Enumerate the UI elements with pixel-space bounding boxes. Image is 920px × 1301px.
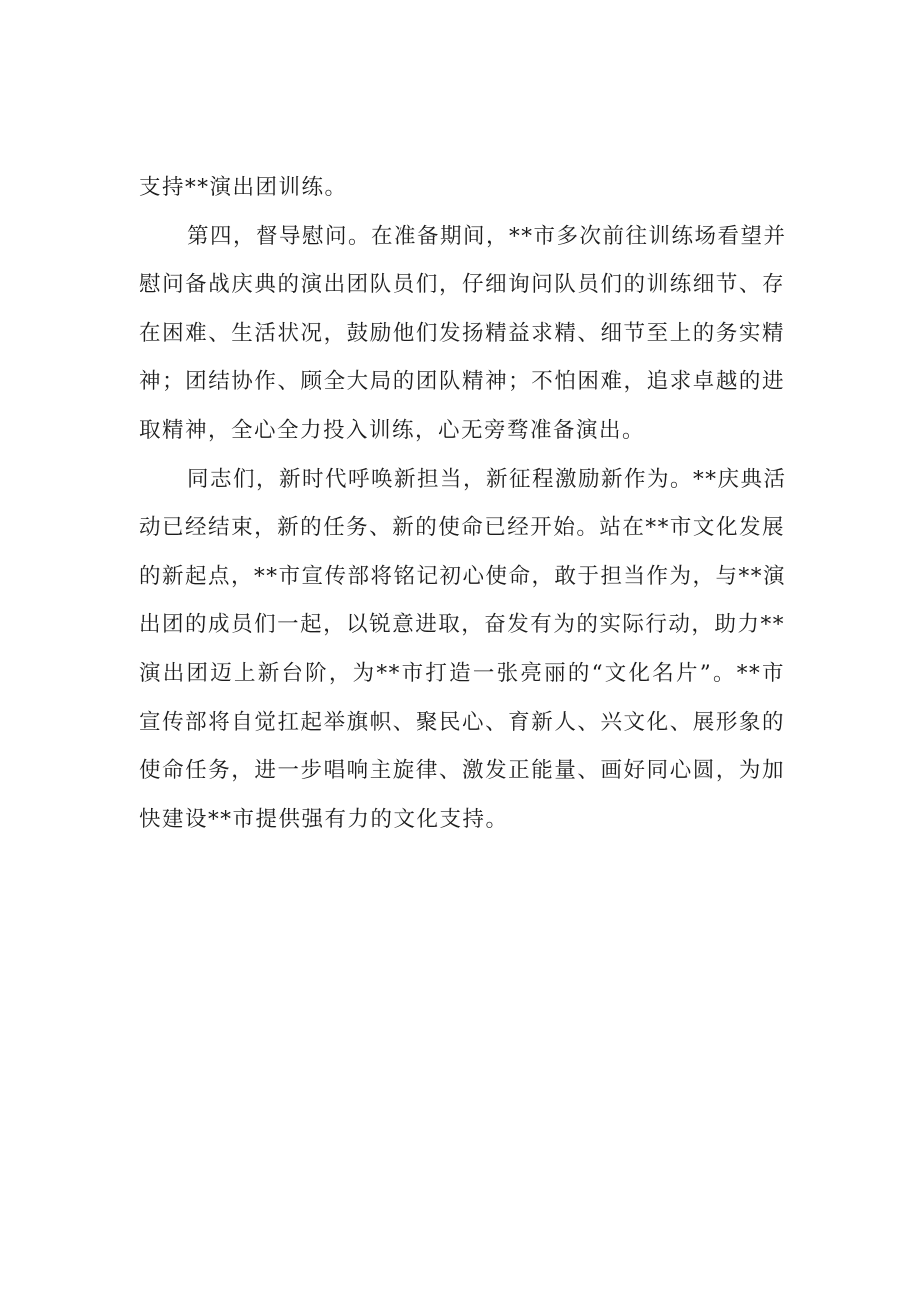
document-body <box>139 164 785 844</box>
paragraph-line: 使命任务，进一步唱响主旋律、激发正能量、画好同心圆，为加 <box>139 758 785 784</box>
paragraph-line: 支持**演出团训练。 <box>139 175 348 200</box>
paragraph-line: 出团的成员们一起，以锐意进取，奋发有为的实际行动，助力** <box>139 612 785 638</box>
paragraph-line: 宣传部将自觉扛起举旗帜、聚民心、育新人、兴文化、展形象的 <box>139 709 785 735</box>
paragraph-line: 慰问备战庆典的演出团队员们，仔细询问队员们的训练细节、存 <box>139 272 785 298</box>
paragraph-line: 的新起点，**市宣传部将铭记初心使命，敢于担当作为，与**演 <box>139 563 787 589</box>
paragraph-line: 动已经结束，新的任务、新的使命已经开始。站在**市文化发展 <box>139 515 785 541</box>
paragraph-line: 神；团结协作、顾全大局的团队精神；不怕困难，追求卓越的进 <box>139 369 785 395</box>
paragraph-line: 第四，督导慰问。在准备期间，**市多次前往训练场看望并 <box>187 223 787 249</box>
paragraph-line: 演出团迈上新台阶，为**市打造一张亮丽的“文化名片”。**市 <box>139 660 785 686</box>
paragraph-line: 取精神，全心全力投入训练，心无旁骛准备演出。 <box>139 417 646 443</box>
paragraph-line: 同志们，新时代呼唤新担当，新征程激励新作为。**庆典活 <box>187 466 787 492</box>
paragraph-line: 快建设**市提供强有力的文化支持。 <box>139 806 509 832</box>
paragraph-line: 在困难、生活状况，鼓励他们发扬精益求精、细节至上的务实精 <box>139 320 785 346</box>
